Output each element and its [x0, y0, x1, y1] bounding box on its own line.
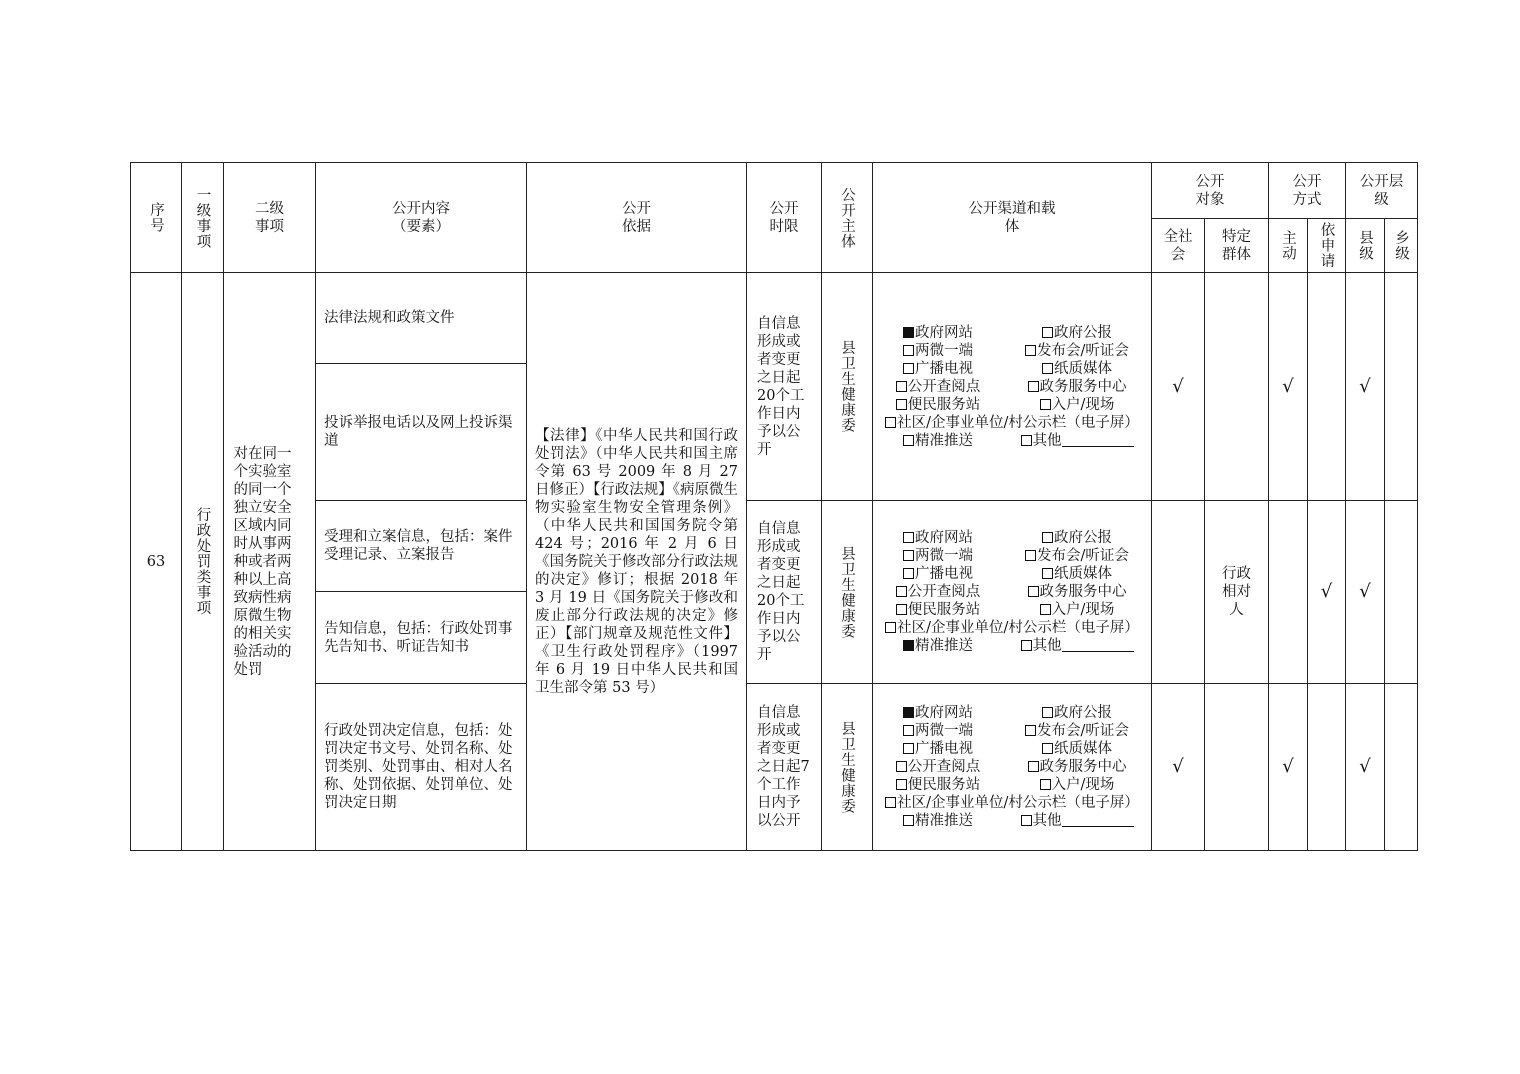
channel-option-tv [873, 565, 1003, 583]
checkbox-icon [885, 417, 896, 428]
checkbox-icon [903, 327, 914, 338]
checkbox-icon [1042, 568, 1053, 579]
method-apply-check [1308, 273, 1346, 501]
checkbox-icon [1025, 550, 1036, 561]
checkbox-icon [1028, 761, 1039, 772]
channel-label: 便民服务站 [907, 602, 981, 618]
channel-option-door [1003, 396, 1151, 414]
content-item: 投诉举报电话以及网上投诉渠道 [316, 364, 527, 501]
channel-option-tv [873, 740, 1003, 758]
method-apply-check: √ [1308, 501, 1346, 684]
channel-option-weibo [873, 722, 1003, 740]
checkbox-icon [1040, 604, 1051, 615]
checkbox-icon [896, 399, 907, 410]
channel-option-press [1003, 342, 1151, 360]
checkbox-icon [1042, 363, 1053, 374]
channel-label: 纸质媒体 [1054, 741, 1112, 757]
checkbox-icon [1028, 381, 1039, 392]
method-apply-check [1308, 684, 1346, 851]
deadline-cell: 自信息形成或者变更之日起20个工作日内予以公开 [747, 501, 822, 684]
header-tier: 公开层级 [1346, 163, 1418, 219]
checkbox-icon [1040, 779, 1051, 790]
cell-level1: 行政处罚类事项 [182, 273, 224, 851]
channel-cell [873, 273, 1152, 501]
channel-option-gov-gazette [1003, 704, 1151, 722]
channel-label: 政府公报 [1054, 530, 1112, 546]
channel-option-weibo [873, 547, 1003, 565]
header-deadline: 公开时限 [747, 163, 822, 273]
checkbox-icon [903, 743, 914, 754]
channel-option-other [1003, 637, 1151, 655]
channel-label: 便民服务站 [907, 777, 981, 793]
channel-label: 精准推送 [915, 638, 973, 654]
channel-option-door [1003, 601, 1151, 619]
tier-county-check: √ [1346, 684, 1385, 851]
content-item: 行政处罚决定信息，包括：处罚决定书文号、处罚名称、处罚类别、处罚事由、相对人名称、处罚依据、处罚单位、处罚决定日期 [316, 684, 527, 851]
channel-label: 其他 [1032, 813, 1062, 829]
checkbox-icon [1021, 815, 1032, 826]
channel-label: 公开查阅点 [907, 759, 981, 775]
channel-option-press [1003, 547, 1151, 565]
header-tier-county: 县级 [1346, 219, 1385, 273]
channel-label: 其他 [1032, 432, 1062, 449]
checkbox-icon [903, 345, 914, 356]
target-all-check: √ [1152, 684, 1205, 851]
channel-option-convenience [873, 396, 1003, 414]
tier-town-check [1385, 684, 1418, 851]
channel-option-other [1003, 432, 1151, 450]
method-active-check [1269, 501, 1308, 684]
subject-cell: 县卫生健康委 [822, 684, 873, 851]
channel-label: 社区/企事业单位/村公示栏（电子屏） [897, 620, 1139, 636]
checkbox-icon [885, 797, 896, 808]
channel-option-board [885, 415, 1139, 431]
channel-label: 广播电视 [915, 360, 973, 377]
channel-label: 政务服务中心 [1039, 584, 1127, 600]
channel-option-service [1003, 378, 1151, 396]
checkbox-icon [896, 761, 907, 772]
channel-cell [873, 684, 1152, 851]
content-item: 法律法规和政策文件 [316, 273, 527, 364]
blank-line [1062, 433, 1134, 447]
channel-option-paper [1003, 360, 1151, 378]
channel-label: 纸质媒体 [1054, 360, 1112, 377]
checkbox-icon [1021, 640, 1032, 651]
target-specific-cell: 行政相对人 [1205, 501, 1269, 684]
checkbox-icon [1042, 743, 1053, 754]
header-content: 公开内容（要素） [316, 163, 527, 273]
channel-option-other [1003, 812, 1151, 830]
channel-cell [873, 501, 1152, 684]
checkbox-icon [903, 532, 914, 543]
header-basis: 公开依据 [527, 163, 747, 273]
channel-label: 社区/企事业单位/村公示栏（电子屏） [897, 795, 1139, 811]
checkbox-icon [1025, 725, 1036, 736]
checkbox-icon [885, 622, 896, 633]
deadline-cell: 自信息形成或者变更之日起20个工作日内予以公开 [747, 273, 822, 501]
checkbox-icon [1042, 707, 1053, 718]
channel-option-service [1003, 758, 1151, 776]
channel-option-gov-site [873, 704, 1003, 722]
header-seq: 序号 [131, 163, 182, 273]
checkbox-icon [1040, 399, 1051, 410]
channel-option-convenience [873, 776, 1003, 794]
channel-option-gov-site [873, 324, 1003, 342]
tier-town-check [1385, 273, 1418, 501]
method-active-check: √ [1269, 273, 1308, 501]
checkbox-icon [903, 640, 914, 651]
header-level1: 一级事项 [182, 163, 224, 273]
channel-option-board [885, 795, 1139, 811]
tier-town-check [1385, 501, 1418, 684]
channel-label: 政府公报 [1054, 324, 1112, 341]
channel-option-press [1003, 722, 1151, 740]
subject-cell: 县卫生健康委 [822, 273, 873, 501]
channel-label: 广播电视 [915, 566, 973, 582]
checkbox-icon [896, 604, 907, 615]
checkbox-icon [1028, 586, 1039, 597]
channel-label: 政府公报 [1054, 705, 1112, 721]
channel-label: 公开查阅点 [907, 378, 981, 395]
channel-label: 政府网站 [915, 705, 973, 721]
header-method-active: 主动 [1269, 219, 1308, 273]
checkbox-icon [903, 363, 914, 374]
header-subject: 公开主体 [822, 163, 873, 273]
channel-label: 两微一端 [915, 342, 973, 359]
checkbox-icon [903, 550, 914, 561]
tier-county-check: √ [1346, 501, 1385, 684]
channel-option-gov-gazette [1003, 324, 1151, 342]
channel-option-gov-gazette [1003, 529, 1151, 547]
channel-label: 公开查阅点 [907, 584, 981, 600]
header-level2: 二级事项 [224, 163, 316, 273]
target-all-check: √ [1152, 273, 1205, 501]
channel-label: 两微一端 [915, 548, 973, 564]
channel-label: 政务服务中心 [1039, 759, 1127, 775]
channel-option-push [873, 637, 1003, 655]
channel-option-reading [873, 758, 1003, 776]
checkbox-icon [903, 435, 914, 446]
channel-label: 广播电视 [915, 741, 973, 757]
content-item: 告知信息，包括：行政处罚事先告知书、听证告知书 [316, 592, 527, 684]
channel-label: 精准推送 [915, 813, 973, 829]
channel-label: 其他 [1032, 638, 1062, 654]
checkbox-icon [1042, 327, 1053, 338]
header-target-all: 全社会 [1152, 219, 1205, 273]
checkbox-icon [896, 381, 907, 392]
checkbox-icon [903, 568, 914, 579]
disclosure-table [130, 162, 1418, 851]
channel-label: 入户/现场 [1051, 777, 1115, 793]
subject-cell: 县卫生健康委 [822, 501, 873, 684]
method-active-check: √ [1269, 684, 1308, 851]
channel-option-weibo [873, 342, 1003, 360]
channel-label: 发布会/听证会 [1037, 723, 1129, 739]
channel-label: 入户/现场 [1051, 602, 1115, 618]
checkbox-icon [1021, 435, 1032, 446]
channel-label: 入户/现场 [1051, 396, 1115, 413]
header-method: 公开方式 [1269, 163, 1346, 219]
content-item: 受理和立案信息，包括：案件受理记录、立案报告 [316, 501, 527, 592]
channel-option-convenience [873, 601, 1003, 619]
channel-label: 社区/企事业单位/村公示栏（电子屏） [897, 414, 1139, 431]
checkbox-icon [903, 707, 914, 718]
header-target: 公开对象 [1152, 163, 1269, 219]
channel-option-push [873, 812, 1003, 830]
cell-basis: 【法律】《中华人民共和国行政处罚法》（中华人民共和国主席令第 63 号 2009 年 8 月 27 日修正）【行政法规】《病原微生物实验室生物安全管理条例》（中华人民共和国国务院令第 424 号；2016 年 2 月 6 日《国务院关于修改部分行政法规的决定》修订；根据 2018 年 3 月 19 日《国务院关于修改和废止部分行政法规的决定》修正）【部门规章及规范性文件】《卫生行政处罚程序》（1997 年 6 月 19 日中华人民共和国卫生部令第 53 号） [527, 273, 747, 851]
cell-seq: 63 [131, 273, 182, 851]
channel-label: 发布会/听证会 [1037, 548, 1129, 564]
channel-label: 精准推送 [915, 432, 973, 449]
header-tier-town: 乡级 [1385, 219, 1418, 273]
channel-option-tv [873, 360, 1003, 378]
channel-option-door [1003, 776, 1151, 794]
channel-option-reading [873, 378, 1003, 396]
checkbox-icon [896, 779, 907, 790]
channel-label: 两微一端 [915, 723, 973, 739]
tier-county-check: √ [1346, 273, 1385, 501]
channel-option-service [1003, 583, 1151, 601]
channel-option-board [885, 620, 1139, 636]
channel-label: 政务服务中心 [1039, 378, 1127, 395]
channel-option-paper [1003, 565, 1151, 583]
header-target-specific: 特定群体 [1205, 219, 1269, 273]
deadline-cell: 自信息形成或者变更之日起7个工作日内予以公开 [747, 684, 822, 851]
cell-level2: 对在同一个实验室的同一个独立安全区域内同时从事两种或者两种以上高致病性病原微生物的相关实验活动的处罚 [224, 273, 316, 851]
header-channel: 公开渠道和载体 [873, 163, 1152, 273]
checkbox-icon [903, 815, 914, 826]
checkbox-icon [896, 586, 907, 597]
channel-label: 发布会/听证会 [1037, 342, 1129, 359]
header-method-apply: 依申请 [1308, 219, 1346, 273]
channel-option-push [873, 432, 1003, 450]
target-specific-cell [1205, 684, 1269, 851]
channel-label: 便民服务站 [907, 396, 981, 413]
channel-label: 政府网站 [915, 530, 973, 546]
checkbox-icon [1042, 532, 1053, 543]
channel-label: 纸质媒体 [1054, 566, 1112, 582]
channel-option-gov-site [873, 529, 1003, 547]
blank-line [1062, 813, 1134, 827]
checkbox-icon [903, 725, 914, 736]
target-specific-cell [1205, 273, 1269, 501]
checkbox-icon [1025, 345, 1036, 356]
target-all-check [1152, 501, 1205, 684]
channel-option-reading [873, 583, 1003, 601]
channel-label: 政府网站 [915, 324, 973, 341]
blank-line [1062, 638, 1134, 652]
channel-option-paper [1003, 740, 1151, 758]
